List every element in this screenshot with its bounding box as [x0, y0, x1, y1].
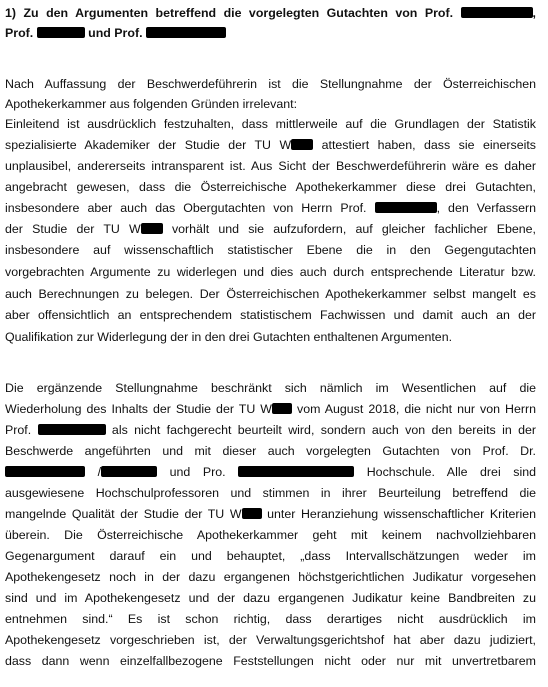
text-span: und Pro.: [169, 465, 226, 479]
heading-line-2: [5, 23, 536, 43]
p2-line: entnehmen sind.“ Es ist schon richtig, dass derartiges nicht ausdrücklich im: [5, 612, 536, 626]
text-span: /: [97, 465, 102, 479]
p2-line: ausgewiesene Hochschulprofessoren und stimmen in ihrer Beurteilung betreffend die: [5, 486, 536, 500]
text-span: spezialisierte Akademiker der Studie der TU W: [5, 138, 292, 152]
redaction-block: [37, 27, 85, 38]
p1-line: [5, 135, 536, 155]
p2-line: Die ergänzende Stellungnahme beschränkt sich nämlich im Wesentlichen auf die: [5, 381, 536, 395]
redaction-block: [146, 27, 226, 38]
p2-line: Gegenargument darauf ein und behauptet, „dass Intervallschätzungen weder im: [5, 549, 536, 563]
p1-line: unplausibel, andererseits intransparent ist. Aus Sicht der Beschwerdeführerin wäre es daher: [5, 159, 536, 173]
redaction-block: [238, 466, 354, 477]
p2-line: sind und im Apothekengesetz und der dazu ergangenen Judikatur keine Bandbreiten zu: [5, 591, 536, 605]
p2-line: dass dann wenn einzelfallbezogene Feststellungen nicht oder nur mit unvertretbarem: [5, 654, 536, 668]
text-span: vorhält und sie aufzufordern, auf gleicher fachlicher Ebene,: [171, 222, 536, 236]
text-span: Hochschule. Alle drei sind: [366, 465, 536, 479]
p1-line: Qualifikation zur Widerlegung der in den drei Gutachten enthaltenen Argumenten.: [5, 330, 453, 344]
text-span: , den Verfassern: [436, 201, 536, 215]
p1-line: aber offensichtlich an entsprechendem statistischem Fachwissen und damit auch an der: [5, 308, 536, 322]
heading-text: 1) Zu den Argumenten betreffend die vorgelegten Gutachten von Prof.: [5, 6, 454, 20]
text-span: attestiert haben, dass sie einerseits: [321, 138, 536, 152]
redaction-block: [5, 466, 85, 477]
p2-line: [5, 504, 536, 524]
heading-text: ,: [532, 6, 536, 20]
redaction-block: [461, 7, 533, 18]
p2-line: [5, 462, 536, 482]
heading-text: Prof.: [5, 26, 34, 40]
redaction-block: [38, 424, 106, 435]
text-span: der Studie der TU W: [5, 222, 141, 236]
p2-line: überein. Die Österreichische Apothekerkammer geht mit keinem nachvollziehbaren: [5, 528, 536, 542]
redaction-block: [101, 466, 157, 477]
p1-line: Nach Auffassung der Beschwerdeführerin ist die Stellungnahme der Österreichischen: [5, 77, 536, 91]
p1-line: Einleitend ist ausdrücklich festzuhalten, dass mittlerweile auf die Grundlagen der Statistik: [5, 117, 536, 131]
text-span: insbesondere aber auch das Obergutachten von Herrn Prof.: [5, 201, 367, 215]
p2-line: Apothekengesetz noch in der dazu ergangenen höchstgerichtlichen Judikatur vorgesehen: [5, 570, 536, 584]
text-span: vom August 2018, die nicht nur von Herrn: [297, 402, 536, 416]
text-span: mangelnde Qualität der Studie der TU W: [5, 507, 242, 521]
p2-line: Beschwerde angeführten und mit dieser auch vorgelegten Gutachten von Prof. Dr.: [5, 444, 536, 458]
heading-line-1: [5, 3, 536, 23]
p2-line: [5, 399, 536, 419]
redaction-block: [272, 403, 292, 414]
p1-line: vorgebrachten Argumente zu widerlegen und dies auch durch entsprechende Literatur bzw.: [5, 265, 536, 279]
text-span: als nicht fachgerecht beurteilt wird, sondern auch von den bereits in der: [111, 423, 536, 437]
p2-line: Apothekengesetz vorgeschrieben ist, der Verwaltungsgerichtshof hat aber dazu judiziert,: [5, 633, 536, 647]
redaction-block: [375, 202, 437, 213]
text-span: Wiederholung des Inhalts der Studie der TU W: [5, 402, 272, 416]
p2-line: [5, 420, 536, 440]
p1-line: insbesondere auf wissenschaftlich statistischer Ebene die in den Gegengutachten: [5, 243, 536, 257]
redaction-block: [242, 508, 262, 519]
p1-line: [5, 198, 536, 218]
text-span: unter Heranziehung wissenschaftlicher Kriterien: [267, 507, 536, 521]
redaction-block: [141, 223, 163, 234]
p1-line: angebracht gewesen, dass die Österreichische Apothekerkammer diese drei Gutachten,: [5, 180, 536, 194]
p1-line: [5, 219, 536, 239]
redaction-block: [291, 139, 313, 150]
text-span: Prof.: [5, 423, 32, 437]
heading-text: und Prof.: [88, 26, 143, 40]
p1-line: Apothekerkammer aus folgenden Gründen irrelevant:: [5, 97, 298, 111]
p1-line: auch Berechnungen zu belegen. Der Österreichischen Apothekerkammer selbst mangelt es: [5, 287, 536, 301]
